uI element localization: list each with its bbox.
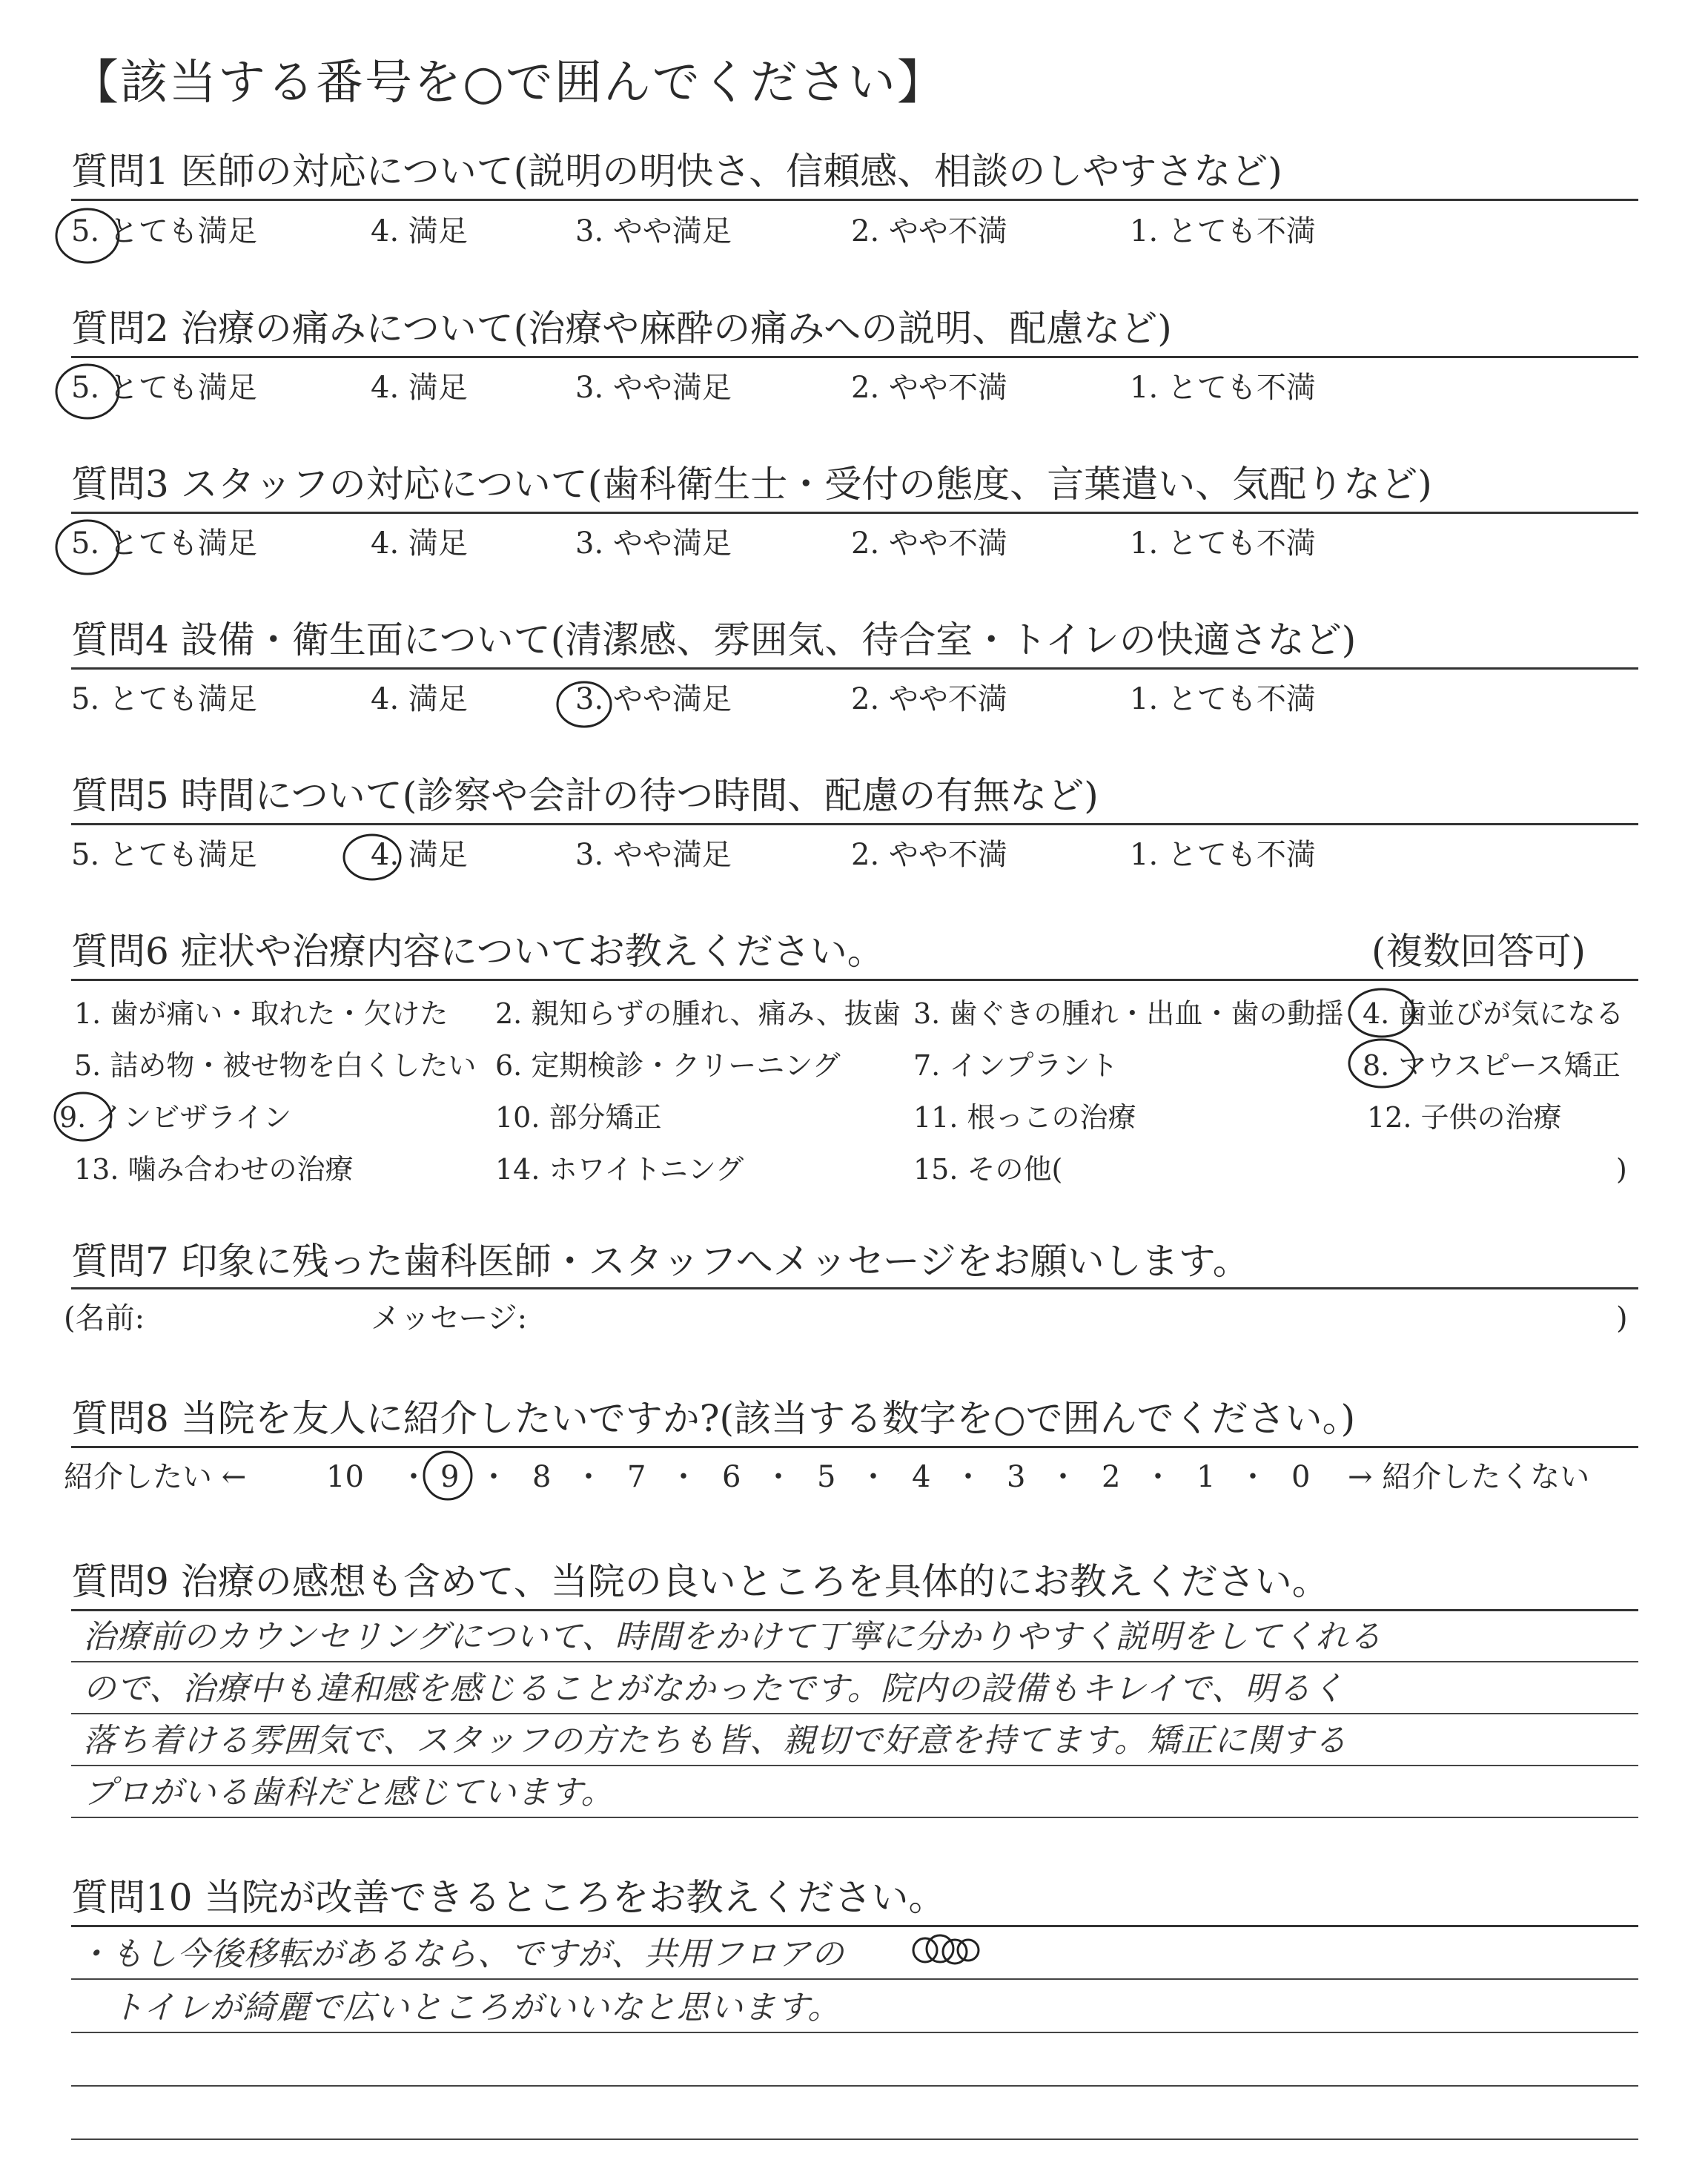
q6-item-14[interactable]: 14. ホワイトニング — [495, 1153, 744, 1186]
q3-option-1[interactable]: 1. とても不満 — [1130, 526, 1316, 561]
q6-item-15[interactable]: 15. その他( — [913, 1153, 1063, 1186]
q8-sep: ・ — [764, 1460, 793, 1494]
q6-item-15-close: ) — [1616, 1153, 1627, 1186]
question-7-rule — [71, 1287, 1638, 1289]
question-3-rule — [71, 512, 1638, 514]
q6-item-8[interactable]: 8. マウスピース矯正 — [1363, 1049, 1621, 1082]
q8-sep: ・ — [953, 1460, 983, 1494]
q9-answer-line-1[interactable]: 治療前のカウンセリングについて、時間をかけて丁寧に分かりやすく説明をしてくれる — [83, 1618, 1383, 1656]
question-4-title: 質問4 設備・衛生面について(清潔感、雰囲気、待合室・トイレの快適さなど) — [71, 618, 1357, 661]
q10-answer-line — [71, 1978, 1638, 1980]
scribble-icon — [913, 1935, 979, 1964]
q5-option-4[interactable]: 4. 満足 — [371, 838, 468, 872]
question-9-rule — [71, 1609, 1638, 1611]
q6-item-7[interactable]: 7. インプラント — [913, 1049, 1119, 1082]
q1-option-3[interactable]: 3. やや満足 — [575, 214, 732, 248]
question-2-rule — [71, 356, 1638, 358]
q4-option-3[interactable]: 3. やや満足 — [575, 682, 732, 716]
question-6-rule — [71, 979, 1638, 981]
q8-score-2[interactable]: 2 — [1102, 1460, 1121, 1494]
q5-option-3[interactable]: 3. やや満足 — [575, 838, 732, 872]
q10-answer-line-1[interactable]: ・もし今後移転があるなら、ですが、共用フロアの — [77, 1935, 844, 1973]
q9-answer-line — [71, 1765, 1638, 1766]
question-8-title: 質問8 当院を友人に紹介したいですか?(該当する数字を○で囲んでください。) — [71, 1397, 1356, 1440]
q8-sep: ・ — [1048, 1460, 1078, 1494]
q8-score-1[interactable]: 1 — [1196, 1460, 1216, 1494]
question-5-title: 質問5 時間について(診察や会計の待つ時間、配慮の有無など) — [71, 774, 1099, 817]
q9-answer-line-4[interactable]: プロがいる歯科だと感じています。 — [83, 1774, 615, 1811]
q6-item-13[interactable]: 13. 噛み合わせの治療 — [74, 1153, 354, 1186]
q5-option-1[interactable]: 1. とても不満 — [1130, 838, 1316, 872]
q8-score-7[interactable]: 7 — [627, 1460, 646, 1494]
q5-option-2[interactable]: 2. やや不満 — [851, 838, 1007, 872]
q9-answer-line — [71, 1661, 1638, 1662]
q8-sep: ・ — [574, 1460, 603, 1494]
q6-item-10[interactable]: 10. 部分矯正 — [495, 1101, 662, 1134]
q2-option-3[interactable]: 3. やや満足 — [575, 371, 732, 405]
q6-item-4[interactable]: 4. 歯並びが気になる — [1363, 997, 1624, 1030]
q10-answer-line-2[interactable]: トイレが綺麗で広いところがいいなと思います。 — [111, 1989, 841, 2027]
q8-left-label: 紹介したい ← — [64, 1460, 247, 1494]
q8-sep: ・ — [1238, 1460, 1268, 1494]
q3-option-4[interactable]: 4. 満足 — [371, 526, 468, 561]
q6-item-11[interactable]: 11. 根っこの治療 — [913, 1101, 1136, 1134]
q7-close-paren: ) — [1616, 1301, 1628, 1335]
q8-score-0[interactable]: 0 — [1291, 1460, 1311, 1494]
q6-item-1[interactable]: 1. 歯が痛い・取れた・欠けた — [74, 997, 448, 1030]
q3-option-3[interactable]: 3. やや満足 — [575, 526, 732, 561]
q6-item-2[interactable]: 2. 親知らずの腫れ、痛み、抜歯 — [495, 997, 901, 1030]
q8-sep: ・ — [399, 1460, 428, 1494]
q8-score-9[interactable]: 9 — [440, 1460, 460, 1494]
question-2-title: 質問2 治療の痛みについて(治療や麻酔の痛みへの説明、配慮など) — [71, 307, 1172, 350]
q6-item-12[interactable]: 12. 子供の治療 — [1367, 1101, 1562, 1134]
q4-option-4[interactable]: 4. 満足 — [371, 682, 468, 716]
q8-score-5[interactable]: 5 — [817, 1460, 836, 1494]
page-title: 【該当する番号を○で囲んでください】 — [71, 56, 946, 110]
q4-option-1[interactable]: 1. とても不満 — [1130, 682, 1316, 716]
q5-option-5[interactable]: 5. とても満足 — [71, 838, 257, 872]
question-5-rule — [71, 823, 1638, 825]
q2-option-4[interactable]: 4. 満足 — [371, 371, 468, 405]
q2-option-1[interactable]: 1. とても不満 — [1130, 371, 1316, 405]
q7-message-label[interactable]: メッセージ: — [371, 1301, 528, 1335]
q6-item-9[interactable]: 9. インビザライン — [59, 1101, 292, 1134]
q8-right-label: → 紹介したくない — [1348, 1460, 1590, 1494]
question-10-title: 質問10 当院が改善できるところをお教えください。 — [71, 1876, 946, 1919]
question-3-title: 質問3 スタッフの対応について(歯科衛生士・受付の態度、言葉遣い、気配りなど) — [71, 463, 1432, 506]
question-6-title: 質問6 症状や治療内容についてお教えください。 — [71, 930, 884, 973]
question-4-rule — [71, 667, 1638, 670]
question-9-title: 質問9 治療の感想も含めて、当院の良いところを具体的にお教えください。 — [71, 1560, 1329, 1603]
q9-answer-line-2[interactable]: ので、治療中も違和感を感じることがなかったです。院内の設備もキレイで、明るく — [83, 1670, 1345, 1708]
q8-sep: ・ — [858, 1460, 888, 1494]
q9-answer-line — [71, 1713, 1638, 1714]
q8-score-8[interactable]: 8 — [532, 1460, 552, 1494]
question-1-title: 質問1 医師の対応について(説明の明快さ、信頼感、相談のしやすさなど) — [71, 150, 1282, 193]
q8-score-6[interactable]: 6 — [722, 1460, 741, 1494]
q4-option-2[interactable]: 2. やや不満 — [851, 682, 1007, 716]
q3-option-2[interactable]: 2. やや不満 — [851, 526, 1007, 561]
q2-option-2[interactable]: 2. やや不満 — [851, 371, 1007, 405]
q10-answer-line — [71, 2032, 1638, 2033]
question-10-rule — [71, 1925, 1638, 1927]
q9-answer-line — [71, 1817, 1638, 1818]
question-8-rule — [71, 1446, 1638, 1448]
q1-option-2[interactable]: 2. やや不満 — [851, 214, 1007, 248]
q10-answer-line — [71, 2138, 1638, 2140]
q8-sep: ・ — [479, 1460, 509, 1494]
question-7-title: 質問7 印象に残った歯科医師・スタッフへメッセージをお願いします。 — [71, 1240, 1250, 1283]
question-1-rule — [71, 199, 1638, 201]
q8-score-3[interactable]: 3 — [1007, 1460, 1026, 1494]
q1-option-1[interactable]: 1. とても不満 — [1130, 214, 1316, 248]
q1-option-5[interactable]: 5. とても満足 — [71, 214, 257, 248]
q8-score-4[interactable]: 4 — [912, 1460, 931, 1494]
q8-sep: ・ — [1143, 1460, 1173, 1494]
q8-score-10[interactable]: 10 — [326, 1460, 364, 1494]
q3-option-5[interactable]: 5. とても満足 — [71, 526, 257, 561]
q6-item-3[interactable]: 3. 歯ぐきの腫れ・出血・歯の動揺 — [913, 997, 1344, 1030]
q7-name-label[interactable]: (名前: — [64, 1301, 145, 1335]
q6-item-6[interactable]: 6. 定期検診・クリーニング — [495, 1049, 841, 1082]
q2-option-5[interactable]: 5. とても満足 — [71, 371, 257, 405]
question-6-note: (複数回答可) — [1371, 930, 1586, 973]
q8-sep: ・ — [669, 1460, 698, 1494]
q9-answer-line-3[interactable]: 落ち着ける雰囲気で、スタッフの方たちも皆、親切で好意を持てます。矯正に関する — [83, 1722, 1348, 1760]
q10-answer-line — [71, 2085, 1638, 2087]
q4-option-5[interactable]: 5. とても満足 — [71, 682, 257, 716]
q6-item-5[interactable]: 5. 詰め物・被せ物を白くしたい — [74, 1049, 477, 1082]
q1-option-4[interactable]: 4. 満足 — [371, 214, 468, 248]
